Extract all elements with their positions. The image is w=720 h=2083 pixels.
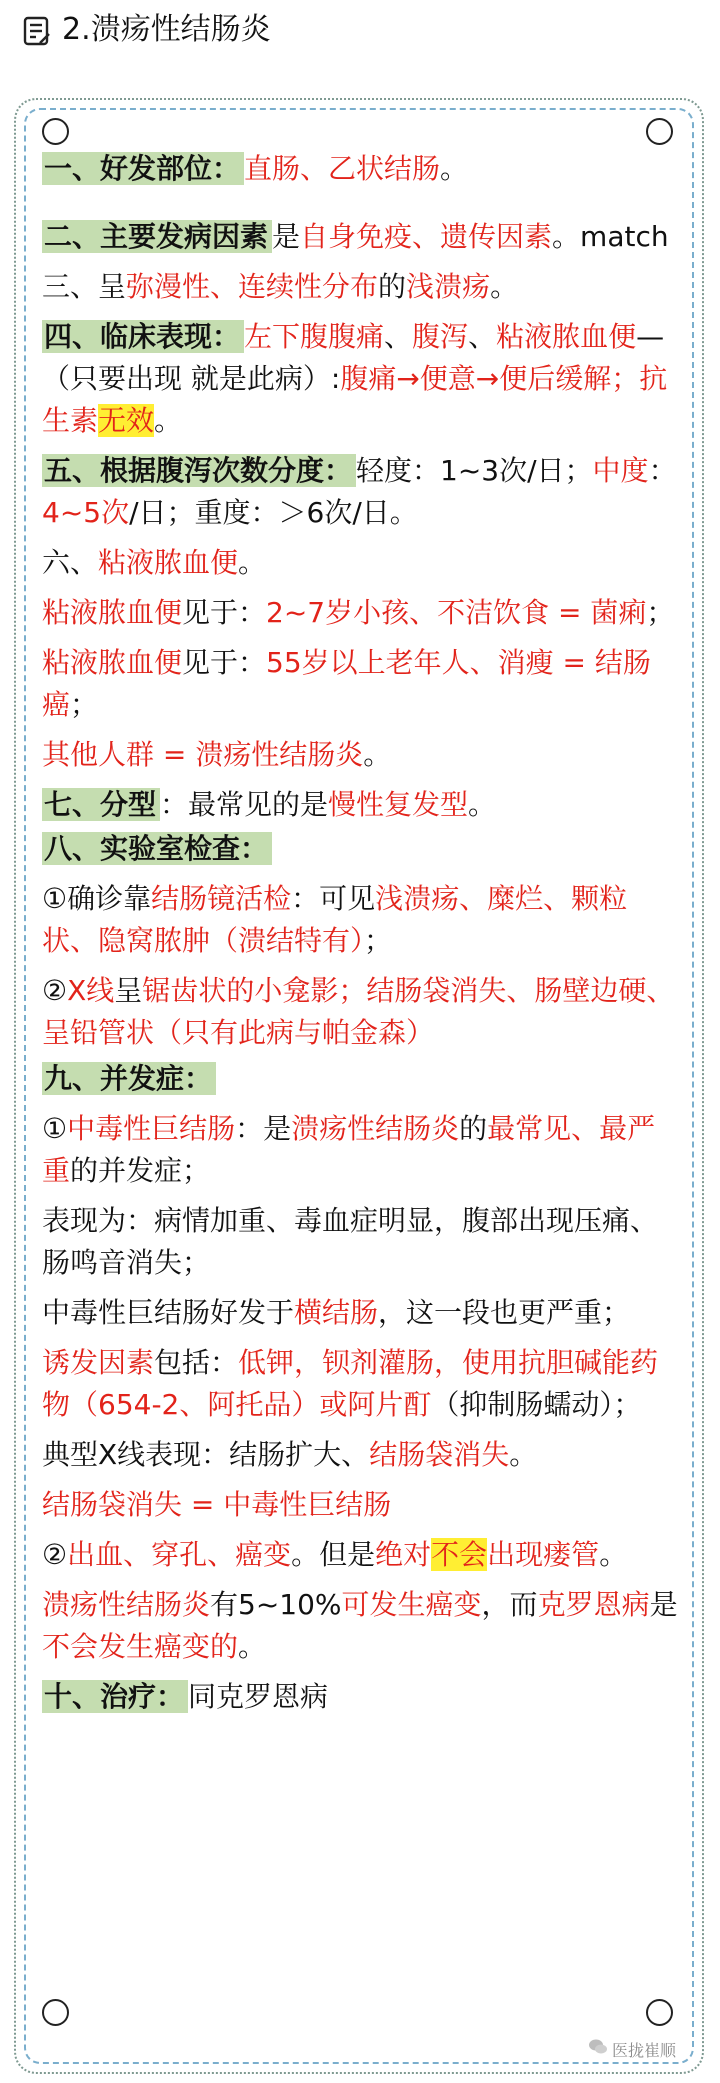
text: ② bbox=[42, 974, 68, 1007]
section-9-line-4 bbox=[42, 1342, 682, 1426]
red-text: 浅溃疡、糜烂、颗粒状、隐窝脓肿（溃结特有） bbox=[42, 882, 628, 957]
red-text: 锯齿状的小龛影；结肠袋消失、肠壁边硬、呈铅管状（只有此病与帕金森） bbox=[42, 974, 675, 1049]
section-9 bbox=[42, 1058, 682, 1100]
text: 。 bbox=[599, 1538, 628, 1571]
red-text: 浅溃疡 bbox=[406, 270, 491, 303]
wechat-icon bbox=[588, 2038, 608, 2056]
section-7 bbox=[42, 784, 682, 826]
red-text: 自身免疫、遗传因素 bbox=[300, 220, 553, 253]
text: ； bbox=[70, 688, 99, 721]
text: 有5~10% bbox=[210, 1588, 342, 1621]
section-heading: 四、临床表现： bbox=[42, 320, 244, 353]
red-text: 可发生癌变 bbox=[341, 1588, 482, 1621]
red-text: 诱发因素 bbox=[42, 1346, 155, 1379]
text: 是 bbox=[272, 220, 301, 253]
red-text: 溃疡性结肠炎 bbox=[291, 1112, 460, 1145]
section-8 bbox=[42, 828, 682, 870]
text: 三、呈 bbox=[42, 270, 127, 303]
red-text: 不会发生癌变的 bbox=[42, 1630, 239, 1663]
red-text: 低钾，钡剂灌肠，使用抗胆碱能药物（654-2、阿托品）或阿片酊 bbox=[42, 1346, 659, 1421]
section-5 bbox=[42, 450, 682, 534]
red-text: 结肠袋消失 = 中毒性巨结肠 bbox=[42, 1488, 392, 1521]
red-text: 克罗恩病 bbox=[537, 1588, 650, 1621]
section-1 bbox=[42, 148, 682, 190]
corner-ring bbox=[42, 1999, 69, 2026]
text: 。 bbox=[238, 546, 267, 579]
text: ：是 bbox=[235, 1112, 292, 1145]
red-text: 粘液脓血便 bbox=[496, 320, 637, 353]
section-4 bbox=[42, 316, 682, 442]
section-heading: 十、治疗： bbox=[42, 1680, 188, 1713]
red-text: 粘液脓血便 bbox=[42, 596, 183, 629]
section-8-line-2 bbox=[42, 970, 682, 1054]
red-text: 弥漫性、连续性分布 bbox=[126, 270, 379, 303]
section-9-line-1 bbox=[42, 1108, 682, 1192]
red-text: 腹泻 bbox=[412, 320, 469, 353]
section-6-line-3 bbox=[42, 734, 682, 776]
section-heading: 五、根据腹泻次数分度： bbox=[42, 454, 356, 487]
text: 。match bbox=[552, 220, 669, 253]
red-text: 腹痛→便意→便后缓解；抗生素 bbox=[42, 362, 668, 437]
text: ①确诊靠 bbox=[42, 882, 152, 915]
red-text: 出血、穿孔、癌变 bbox=[67, 1538, 292, 1571]
corner-ring bbox=[646, 118, 673, 145]
note-content bbox=[42, 144, 682, 1718]
text: ② bbox=[42, 1538, 68, 1571]
text: 是 bbox=[649, 1588, 678, 1621]
section-9-line-7 bbox=[42, 1534, 682, 1576]
text: 。 bbox=[509, 1438, 538, 1471]
section-6-line-2 bbox=[42, 642, 682, 726]
text: 的 bbox=[459, 1112, 488, 1145]
text: 。 bbox=[154, 404, 183, 437]
section-heading: 七、分型 bbox=[42, 788, 160, 821]
red-text: 中毒性巨结肠 bbox=[67, 1112, 236, 1145]
text: 。 bbox=[490, 270, 519, 303]
red-text: 粘液脓血便 bbox=[42, 646, 183, 679]
section-6-line-1 bbox=[42, 592, 682, 634]
text: —（只要出现 就是此病）: bbox=[42, 320, 665, 395]
text: 六、 bbox=[42, 546, 99, 579]
text: 表现为：病情加重、毒血症明显，腹部出现压痛、肠鸣音消失； bbox=[42, 1204, 659, 1279]
red-text: 结肠袋消失 bbox=[369, 1438, 510, 1471]
corner-ring bbox=[646, 1999, 673, 2026]
text: 典型X线表现：结肠扩大、 bbox=[42, 1438, 370, 1471]
text: 呈 bbox=[114, 974, 143, 1007]
red-text: 4~5次 bbox=[42, 496, 130, 529]
red-text: 最常见、最严重 bbox=[42, 1112, 656, 1187]
section-2 bbox=[42, 216, 682, 258]
section-9-line-5 bbox=[42, 1434, 682, 1476]
section-8-line-1 bbox=[42, 878, 682, 962]
text: 轻度：1~3次/日； bbox=[356, 454, 593, 487]
section-9-line-8 bbox=[42, 1584, 682, 1668]
section-heading: 八、实验室检查： bbox=[42, 832, 272, 865]
corner-ring bbox=[42, 118, 69, 145]
text: 的并发症； bbox=[70, 1154, 211, 1187]
red-text: 左下腹腹痛 bbox=[244, 320, 385, 353]
red-text: 结肠镜活检 bbox=[151, 882, 292, 915]
section-9-line-3 bbox=[42, 1292, 682, 1334]
text: 。 bbox=[440, 152, 469, 185]
section-10 bbox=[42, 1676, 682, 1718]
red-text: 2~7岁小孩、不洁饮食 = 菌痢 bbox=[266, 596, 647, 629]
text: ： bbox=[648, 454, 677, 487]
header bbox=[0, 0, 720, 68]
text: 见于： bbox=[182, 596, 267, 629]
text: （抑制肠蠕动）； bbox=[431, 1388, 642, 1421]
text: 。 bbox=[363, 738, 392, 771]
text: 。 bbox=[468, 788, 497, 821]
section-9-line-6 bbox=[42, 1484, 682, 1526]
red-text: 绝对 bbox=[375, 1538, 432, 1571]
text: 同克罗恩病 bbox=[188, 1680, 329, 1713]
text: ； bbox=[364, 924, 393, 957]
text: /日；重度：＞6次/日。 bbox=[129, 496, 418, 529]
red-text: 横结肠 bbox=[294, 1296, 379, 1329]
red-text: 其他人群 = 溃疡性结肠炎 bbox=[42, 738, 364, 771]
section-heading: 二、主要发病因素 bbox=[42, 220, 272, 253]
text: ：可见 bbox=[291, 882, 376, 915]
text: ：最常见的是 bbox=[160, 788, 329, 821]
page-title: 2.溃疡性结肠炎 bbox=[62, 12, 271, 47]
text: 、 bbox=[468, 320, 497, 353]
section-heading: 九、并发症： bbox=[42, 1062, 216, 1095]
red-text: 55岁以上老年人、消瘦 = 结肠癌 bbox=[42, 646, 651, 721]
red-text: 溃疡性结肠炎 bbox=[42, 1588, 211, 1621]
red-text: 出现瘘管 bbox=[487, 1538, 600, 1571]
text: 中毒性巨结肠好发于 bbox=[42, 1296, 295, 1329]
section-9-line-2 bbox=[42, 1200, 682, 1284]
red-text: X线 bbox=[67, 974, 115, 1007]
text: ，这一段也更严重； bbox=[378, 1296, 631, 1329]
text: ① bbox=[42, 1112, 68, 1145]
text: ； bbox=[646, 596, 675, 629]
text: 见于： bbox=[182, 646, 267, 679]
highlighted-text: 不会 bbox=[431, 1538, 488, 1571]
text: 。但是 bbox=[291, 1538, 376, 1571]
section-6 bbox=[42, 542, 682, 584]
red-text: 中度 bbox=[592, 454, 649, 487]
text: 、 bbox=[384, 320, 413, 353]
note-icon bbox=[22, 16, 52, 46]
red-text: 慢性复发型 bbox=[328, 788, 469, 821]
text: 的 bbox=[378, 270, 407, 303]
text: 包括： bbox=[154, 1346, 239, 1379]
red-text: 粘液脓血便 bbox=[98, 546, 239, 579]
text: ，而 bbox=[481, 1588, 538, 1621]
watermark: 医拢崔顺 bbox=[612, 2041, 677, 2060]
highlighted-text: 无效 bbox=[98, 404, 155, 437]
red-text: 直肠、乙状结肠 bbox=[244, 152, 441, 185]
section-3 bbox=[42, 266, 682, 308]
text: 。 bbox=[238, 1630, 267, 1663]
section-heading: 一、好发部位： bbox=[42, 152, 244, 185]
